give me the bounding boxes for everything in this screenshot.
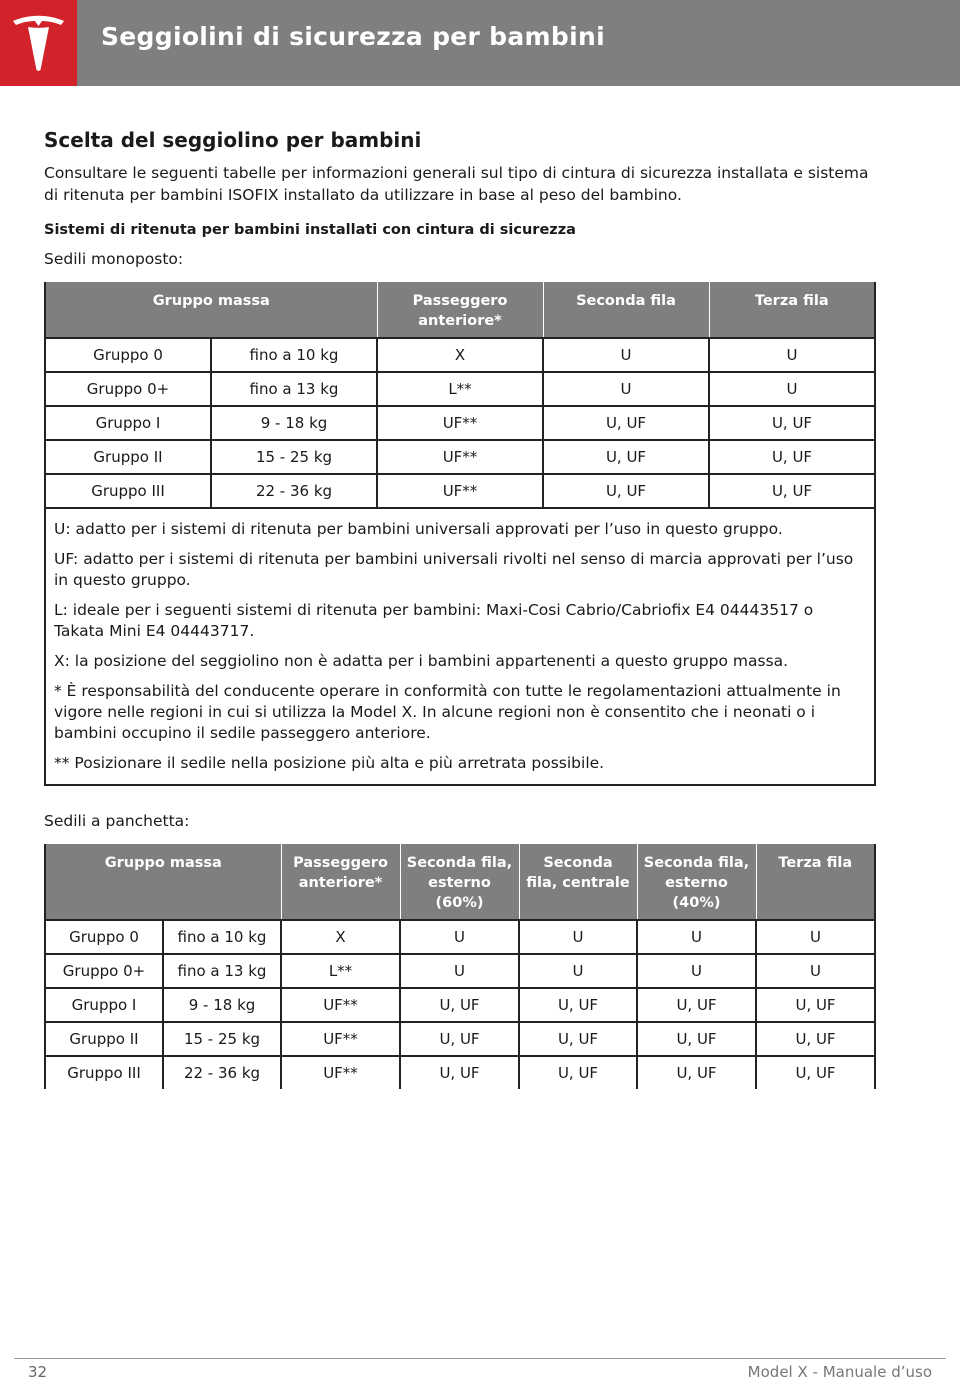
table-row: [45, 988, 875, 1022]
col-header-third-row: Terza fila: [756, 844, 875, 920]
table-cell: 9 - 18 kg: [163, 988, 281, 1022]
page-header-title: Seggiolini di sicurezza per bambini: [101, 22, 605, 51]
table-cell: 22 - 36 kg: [211, 474, 377, 508]
main-content: [44, 128, 874, 1089]
table-row: [45, 372, 875, 406]
table-cell: UF**: [281, 988, 400, 1022]
table-cell: Gruppo 0+: [45, 372, 211, 406]
table-cell: fino a 13 kg: [211, 372, 377, 406]
col-header-group: Gruppo massa: [45, 844, 281, 920]
col-header-second-row-outer-40: Seconda fila, esterno (40%): [637, 844, 756, 920]
table-cell: U, UF: [543, 440, 709, 474]
table-cell: U, UF: [709, 474, 875, 508]
table-cell: Gruppo 0: [45, 338, 211, 372]
table-cell: U: [709, 338, 875, 372]
table-cell: U: [400, 954, 519, 988]
table-cell: UF**: [377, 440, 543, 474]
table-cell: Gruppo I: [45, 406, 211, 440]
table-row: [45, 1022, 875, 1056]
table-cell: L**: [377, 372, 543, 406]
note-asterisk: * È responsabilità del conducente operare in conformità con tutte le regolamentazioni attualmente in vigore nelle regioni in cui si utilizza la Model X. In alcune regioni non è consentito che i neonati o i bambini occupino il sedile passeggero anteriore.: [54, 682, 841, 742]
table-cell: UF**: [377, 474, 543, 508]
page-header: [0, 0, 960, 86]
table-cell: U: [756, 920, 875, 954]
single-seat-table: [44, 282, 876, 786]
table-cell: U, UF: [543, 406, 709, 440]
table-cell: UF**: [281, 1022, 400, 1056]
tesla-logo-icon: [11, 15, 66, 73]
table-cell: U: [519, 954, 637, 988]
table-cell: 15 - 25 kg: [211, 440, 377, 474]
section-title: Scelta del seggiolino per bambini: [44, 128, 422, 152]
table-cell: Gruppo 0+: [45, 954, 163, 988]
table-cell: U, UF: [756, 1056, 875, 1089]
table-cell: U, UF: [400, 988, 519, 1022]
note-u: U: adatto per i sistemi di ritenuta per bambini universali approvati per l’uso in questo gruppo.: [54, 520, 783, 538]
table-cell: U: [637, 920, 756, 954]
table-cell: fino a 10 kg: [163, 920, 281, 954]
table-cell: U: [543, 372, 709, 406]
table-cell: Gruppo III: [45, 474, 211, 508]
table-cell: U: [637, 954, 756, 988]
col-header-front-passenger: Passeggero anteriore*: [281, 844, 400, 920]
table-notes-row: [45, 508, 875, 785]
table-cell: Gruppo II: [45, 440, 211, 474]
table-cell: U, UF: [637, 1056, 756, 1089]
table-row: [45, 954, 875, 988]
table-cell: Gruppo I: [45, 988, 163, 1022]
intro-paragraph: Consultare le seguenti tabelle per informazioni generali sul tipo di cintura di sicurezza installata e sistema di ritenuta per bambini ISOFIX installato da utilizzare in base al peso del bambino.: [44, 164, 869, 204]
table-row: [45, 406, 875, 440]
bench-seat-table: [44, 844, 876, 1089]
footer-divider: [14, 1358, 946, 1359]
table-row: [45, 474, 875, 508]
table-header-row: [45, 282, 875, 338]
footer-document-title: Model X - Manuale d’uso: [747, 1363, 932, 1381]
table-cell: U, UF: [519, 1022, 637, 1056]
table-cell: U, UF: [709, 440, 875, 474]
table-cell: X: [281, 920, 400, 954]
table-cell: Gruppo II: [45, 1022, 163, 1056]
table-cell: 9 - 18 kg: [211, 406, 377, 440]
table-cell: 22 - 36 kg: [163, 1056, 281, 1089]
table-cell: fino a 13 kg: [163, 954, 281, 988]
table2-label: Sedili a panchetta:: [44, 812, 190, 830]
table-cell: U: [709, 372, 875, 406]
table-cell: L**: [281, 954, 400, 988]
table-header-row: [45, 844, 875, 920]
table-cell: U, UF: [400, 1056, 519, 1089]
brand-logo: [0, 0, 77, 86]
page-number: 32: [28, 1363, 48, 1381]
note-l: L: ideale per i seguenti sistemi di ritenuta per bambini: Maxi-Cosi Cabrio/Cabriofix E4 04443517 o Takata Mini E4 04443717.: [54, 601, 814, 640]
table-notes: [45, 508, 875, 785]
note-double-asterisk: ** Posizionare il sedile nella posizione più alta e più arretrata possibile.: [54, 754, 605, 772]
table-cell: U, UF: [400, 1022, 519, 1056]
table-row: [45, 920, 875, 954]
table-cell: U, UF: [519, 1056, 637, 1089]
col-header-front-passenger: Passeggero anteriore*: [377, 282, 543, 338]
table-cell: U: [756, 954, 875, 988]
table-cell: Gruppo 0: [45, 920, 163, 954]
col-header-second-row-center: Seconda fila, centrale: [519, 844, 637, 920]
table-cell: U, UF: [543, 474, 709, 508]
table-cell: U: [519, 920, 637, 954]
table-row: [45, 440, 875, 474]
table-cell: U, UF: [756, 988, 875, 1022]
col-header-third-row: Terza fila: [709, 282, 875, 338]
table-row: [45, 1056, 875, 1089]
subheading: Sistemi di ritenuta per bambini installati con cintura di sicurezza: [44, 222, 576, 238]
table-cell: U, UF: [637, 1022, 756, 1056]
table-cell: fino a 10 kg: [211, 338, 377, 372]
note-uf: UF: adatto per i sistemi di ritenuta per bambini universali rivolti nel senso di marcia approvati per l’uso in questo gruppo.: [54, 550, 854, 589]
table-cell: X: [377, 338, 543, 372]
table-cell: U, UF: [519, 988, 637, 1022]
table-cell: U: [543, 338, 709, 372]
table-cell: U, UF: [709, 406, 875, 440]
col-header-second-row-outer-60: Seconda fila, esterno (60%): [400, 844, 519, 920]
table-cell: U: [400, 920, 519, 954]
table-cell: UF**: [377, 406, 543, 440]
table-cell: UF**: [281, 1056, 400, 1089]
table-cell: U, UF: [756, 1022, 875, 1056]
table-row: [45, 338, 875, 372]
col-header-group: Gruppo massa: [45, 282, 377, 338]
col-header-second-row: Seconda fila: [543, 282, 709, 338]
table-cell: 15 - 25 kg: [163, 1022, 281, 1056]
note-x: X: la posizione del seggiolino non è adatta per i bambini appartenenti a questo gruppo massa.: [54, 652, 789, 670]
table-cell: U, UF: [637, 988, 756, 1022]
table-cell: Gruppo III: [45, 1056, 163, 1089]
table1-label: Sedili monoposto:: [44, 250, 184, 268]
